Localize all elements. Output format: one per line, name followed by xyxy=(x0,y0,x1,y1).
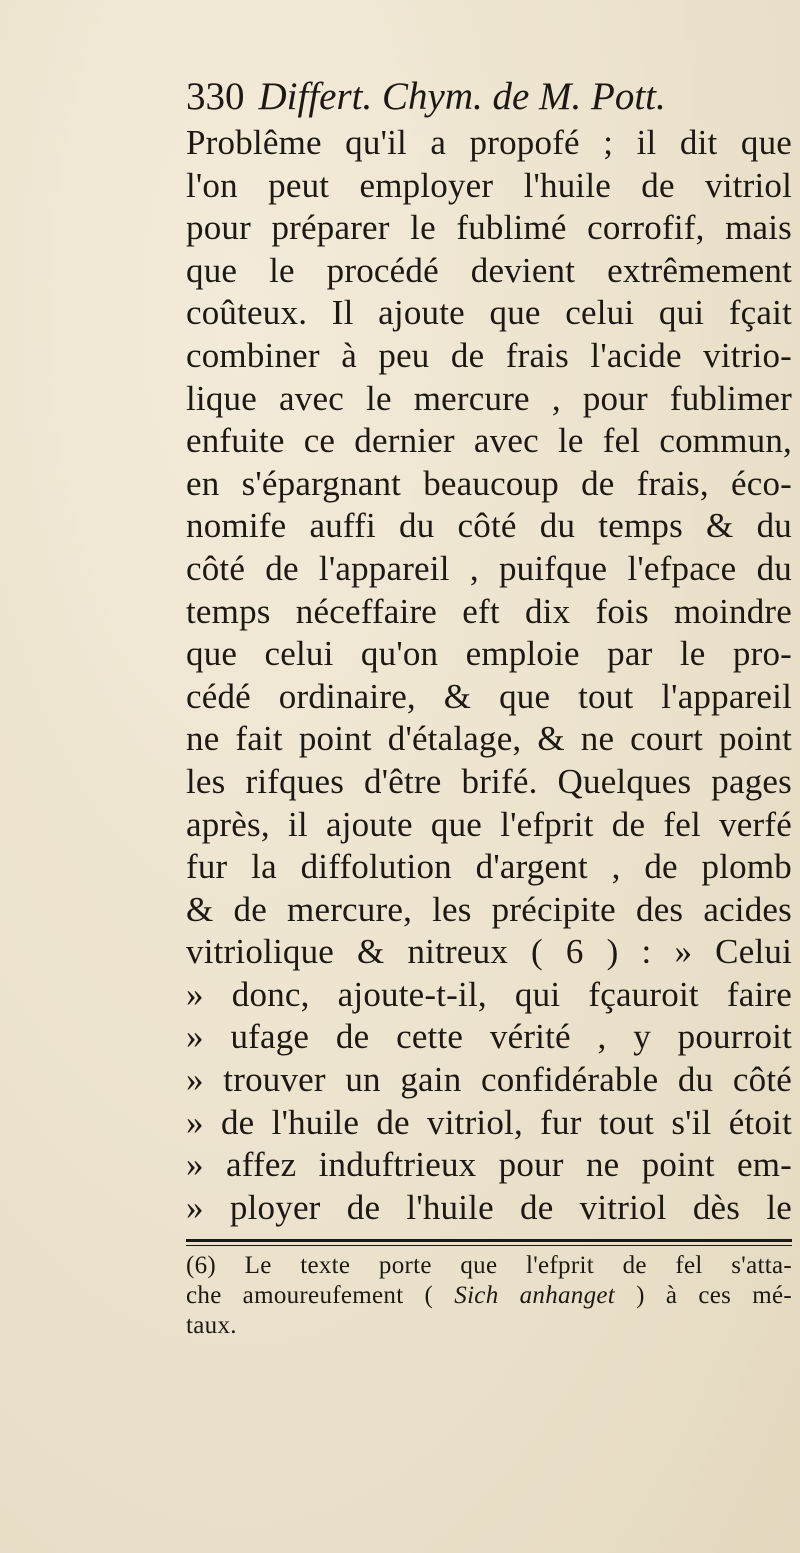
text-line: enfuite ce dernier avec le fel commun, xyxy=(186,421,792,461)
running-title: Differt. Chym. de M. Pott. xyxy=(258,75,666,118)
quote-line: » trouver un gain confidérable du côté xyxy=(186,1060,792,1100)
quote-line: » affez induftrieux pour ne point em- xyxy=(186,1145,792,1185)
footnote-text: ) à ces mé- xyxy=(615,1282,793,1310)
text-line: que le procédé devient extrêmement xyxy=(186,250,792,290)
quote-line: » de l'huile de vitriol, fur tout s'il étoit xyxy=(186,1102,792,1142)
text-line: Problême qu'il a propofé ; il dit que xyxy=(186,123,792,162)
text-line: nomife auffi du côté du temps & du xyxy=(186,506,792,546)
quote-line: » ufage de cette vérité , y pourroit xyxy=(186,1017,792,1057)
footnote-line: (6) Le texte porte que l'efprit de fel s'atta- xyxy=(186,1252,792,1280)
text-line: l'on peut employer l'huile de vitriol xyxy=(186,165,792,205)
quote-line: » ployer de l'huile de vitriol dès le xyxy=(186,1187,792,1227)
footnote-line xyxy=(186,1281,792,1311)
page-number: 330 xyxy=(186,75,245,118)
footnote-line: taux. xyxy=(186,1312,237,1340)
text-line: pour préparer le fublimé corrofif, mais xyxy=(186,208,792,248)
text-line: côté de l'appareil , puifque l'efpace du xyxy=(186,548,792,588)
page-header xyxy=(186,74,792,120)
text-line: coûteux. Il ajoute que celui qui fçait xyxy=(186,293,792,333)
text-line: que celui qu'on emploie par le pro- xyxy=(186,634,792,674)
text-line: cédé ordinaire, & que tout l'appareil xyxy=(186,676,792,716)
footnote-german-quote: Sich anhanget xyxy=(454,1282,616,1310)
rule-thin xyxy=(186,1245,792,1246)
footnote-text: che amoureufement ( xyxy=(186,1282,455,1310)
body-text xyxy=(186,122,792,1229)
footnotes xyxy=(186,1251,792,1341)
text-line: après, il ajoute que l'efprit de fel verfé xyxy=(186,804,792,844)
book-page xyxy=(186,74,792,1341)
text-line: ne fait point d'étalage, & ne court point xyxy=(186,719,792,759)
text-line: & de mercure, les précipite des acides xyxy=(186,889,792,929)
text-line: combiner à peu de frais l'acide vitrio- xyxy=(186,335,792,375)
text-line: les rifques d'être brifé. Quelques pages xyxy=(186,761,792,801)
rule-thick xyxy=(186,1239,792,1242)
text-line: temps néceffaire eft dix fois moindre xyxy=(186,591,792,631)
text-line: lique avec le mercure , pour fublimer xyxy=(186,378,792,418)
text-line: en s'épargnant beaucoup de frais, éco- xyxy=(186,463,792,503)
quote-line: » donc, ajoute-t-il, qui fçauroit faire xyxy=(186,974,792,1014)
text-line: fur la diffolution d'argent , de plomb xyxy=(186,847,792,887)
text-line: vitriolique & nitreux ( 6 ) : » Celui xyxy=(186,932,792,972)
footnote-rule xyxy=(186,1235,792,1251)
